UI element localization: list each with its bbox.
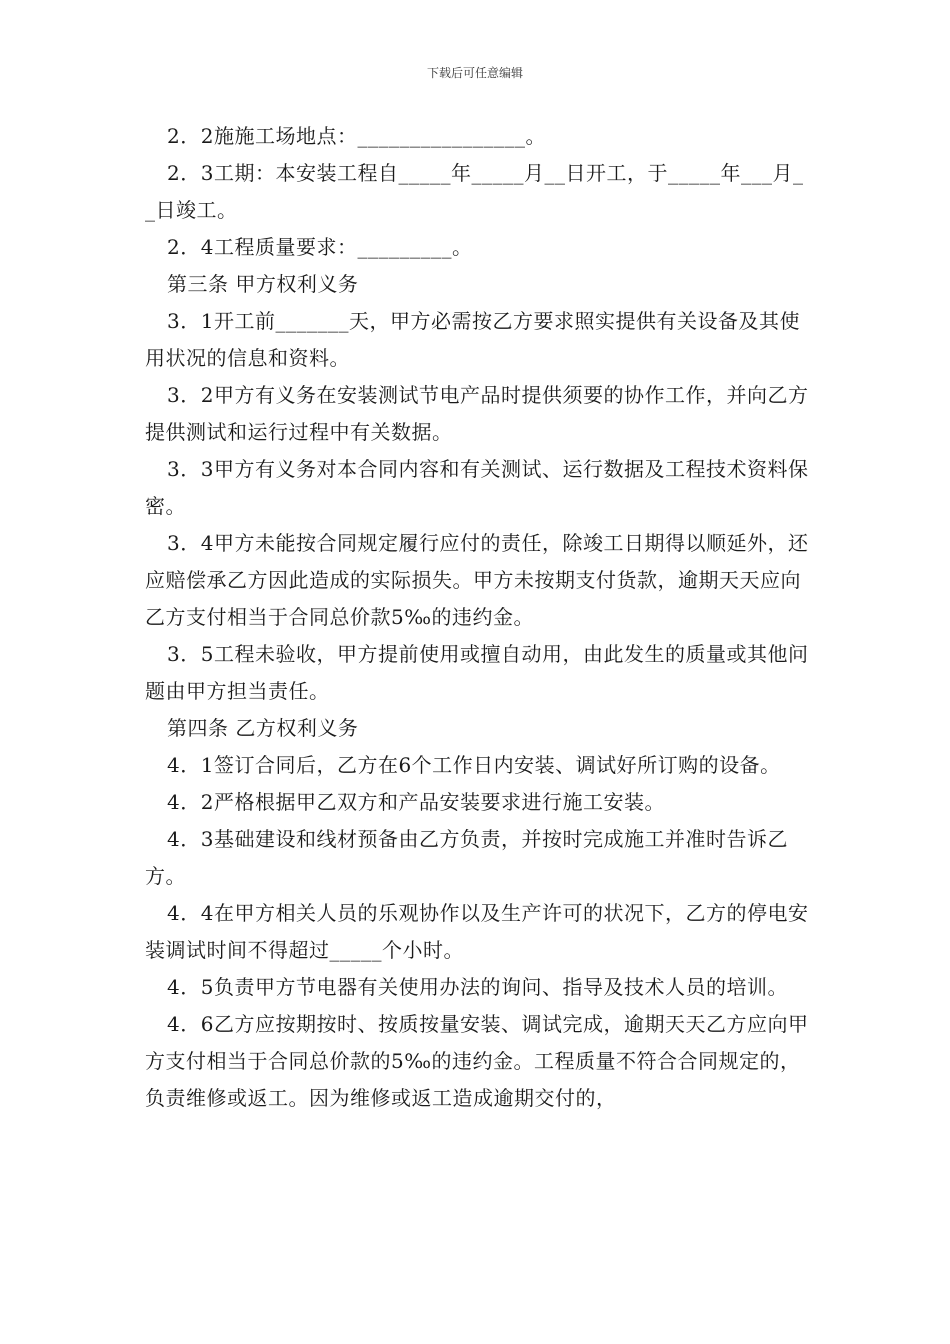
- clause-3-3: 3．3甲方有义务对本合同内容和有关测试、运行数据及工程技术资料保密。: [145, 457, 809, 518]
- clause-2-3: 2．3工期：本安装工程自_____年_____月__日开工，于_____年___月__日竣工。: [145, 161, 804, 222]
- page-header: 下载后可任意编辑: [426, 66, 523, 80]
- clause-2-4: 2．4工程质量要求：_________。: [167, 235, 473, 259]
- clause-4-1: 4．1签订合同后，乙方在6个工作日内安装、调试好所订购的设备。: [167, 753, 781, 777]
- clause-2-2: 2．2施施工场地点：________________。: [167, 124, 546, 148]
- article-4-heading: 第四条 乙方权利义务: [167, 716, 359, 740]
- clause-3-4: 3．4甲方未能按合同规定履行应付的责任，除竣工日期得以顺延外，还应赔偿承乙方因此造成的实际损失。甲方未按期支付货款，逾期天天应向乙方支付相当于合同总价款5‰的违约金。: [145, 531, 809, 629]
- clause-3-1: 3．1开工前_______天，甲方必需按乙方要求照实提供有关设备及其使用状况的信息和资料。: [145, 309, 800, 370]
- clause-4-3: 4．3基础建设和线材预备由乙方负责，并按时完成施工并准时告诉乙方。: [145, 827, 788, 888]
- clause-3-2: 3．2甲方有义务在安装测试节电产品时提供须要的协作工作，并向乙方提供测试和运行过程中有关数据。: [145, 383, 809, 444]
- contract-body: [145, 118, 809, 1117]
- clause-4-2: 4．2严格根据甲乙双方和产品安装要求进行施工安装。: [167, 790, 665, 814]
- clause-4-6: 4．6乙方应按期按时、按质按量安装、调试完成，逾期天天乙方应向甲方支付相当于合同总价款的5‰的违约金。工程质量不符合合同规定的，负责维修或返工。因为维修或返工造成逾期交付的，: [145, 1012, 809, 1110]
- clause-4-5: 4．5负责甲方节电器有关使用办法的询问、指导及技术人员的培训。: [167, 975, 788, 999]
- clause-3-5: 3．5工程未验收，甲方提前使用或擅自动用，由此发生的质量或其他问题由甲方担当责任。: [145, 642, 809, 703]
- clause-4-4: 4．4在甲方相关人员的乐观协作以及生产许可的状况下，乙方的停电安装调试时间不得超过_____个小时。: [145, 901, 809, 962]
- article-3-heading: 第三条 甲方权利义务: [167, 272, 359, 296]
